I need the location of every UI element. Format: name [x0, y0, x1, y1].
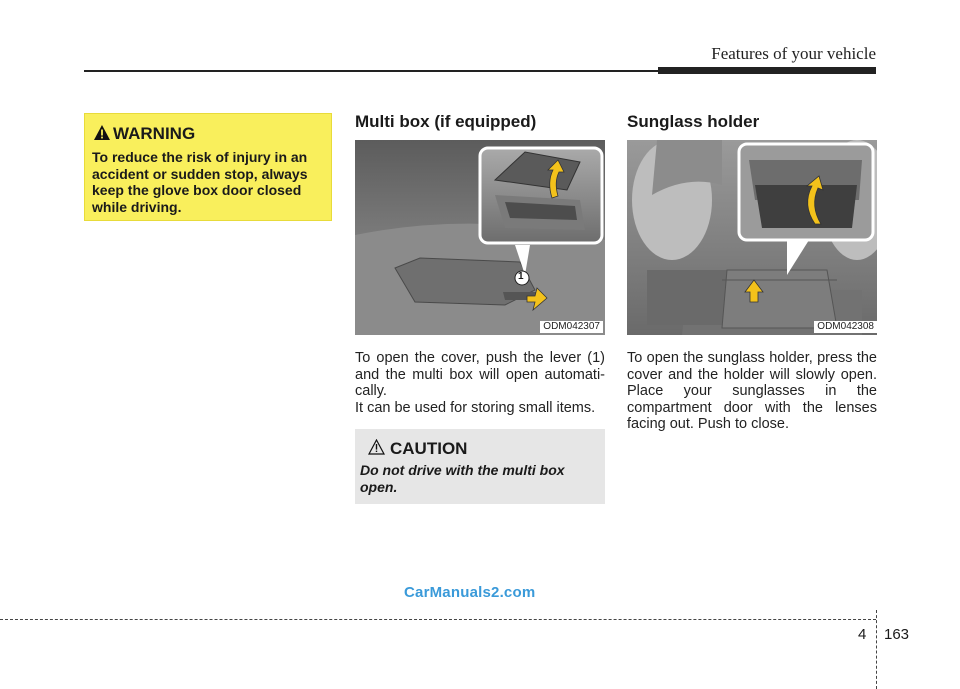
warning-triangle-icon	[93, 124, 111, 141]
header-rule	[84, 70, 658, 72]
section-header: Features of your vehicle	[711, 44, 876, 63]
multi-box-callout-label: 1	[518, 271, 524, 282]
multi-box-illustration	[355, 140, 605, 335]
sunglass-paragraph: To open the sunglass holder, press the cover and the holder will slowly open. Place your sunglasses in the compartment door with the lenses facing out. Push to close.	[627, 350, 877, 432]
caution-text: Do not drive with the multi box open.	[360, 462, 565, 495]
sunglass-photo	[627, 140, 877, 335]
caution-title: CAUTION	[390, 439, 468, 458]
warning-box	[84, 113, 332, 221]
watermark-logo: CarManuals2.com	[404, 584, 536, 601]
multi-box-photo	[355, 140, 605, 335]
sunglass-illustration	[627, 140, 877, 335]
page-number: 163	[884, 626, 910, 643]
header-rule-accent	[658, 67, 876, 74]
caution-box	[355, 429, 605, 504]
warning-text: To reduce the risk of injury in an accident or sudden stop, always keep the glove box door closed while driving.	[92, 149, 308, 215]
sunglass-title: Sunglass holder	[627, 112, 760, 131]
footer-divider	[876, 610, 877, 689]
multi-box-title: Multi box (if equipped)	[355, 112, 537, 131]
caution-triangle-icon	[368, 439, 385, 455]
warning-title: WARNING	[113, 124, 196, 143]
chapter-number: 4	[858, 626, 867, 643]
sunglass-image-code: ODM042308	[814, 321, 877, 333]
multi-box-paragraph-1: To open the cover, push the lever (1) and the multi box will open automati-cally.	[355, 350, 605, 399]
footer-rule	[0, 619, 876, 620]
multi-box-paragraph-2: It can be used for storing small items.	[355, 400, 596, 416]
multi-box-image-code: ODM042307	[540, 321, 603, 333]
